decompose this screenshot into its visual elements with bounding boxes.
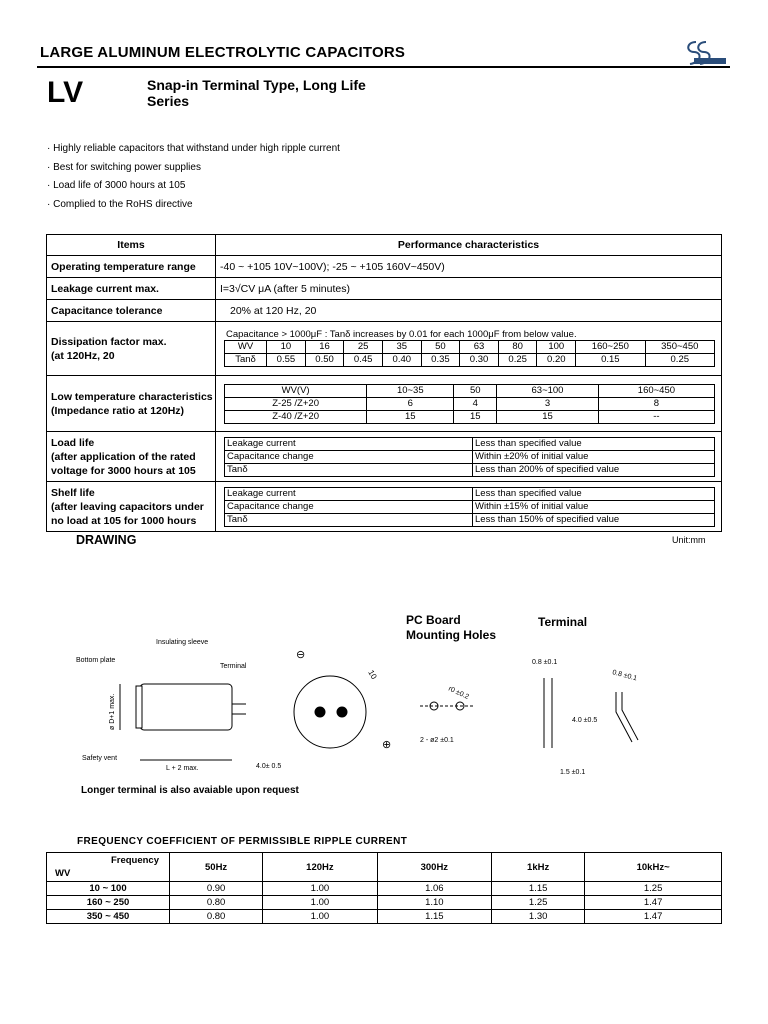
item-cell: Tanδ [225,513,473,526]
hole-radius-label: r0 ±0.2 [447,685,470,702]
criteria-cell: Within ±20% of initial value [473,450,715,463]
table-row [225,500,715,513]
operating-temp-value: -40 ~ +105 10V~100V); -25 ~ +105 160V~450V) [216,256,722,278]
coef-cell: 1.15 [492,882,585,896]
table-cell: Z-40 /Z+20 [225,410,367,423]
capacitor-brand-logo-icon [676,40,732,66]
page-title: LARGE ALUMINUM ELECTROLYTIC CAPACITORS [40,44,406,61]
tan-cell: 0.40 [382,353,421,366]
freq-table [46,852,722,924]
corner-frequency: Frequency [110,855,159,866]
item-cell: Leakage current [225,487,473,500]
leakage-label: Leakage current max. [47,278,216,300]
terminal-width-label: 0.8 ±0.1 [532,659,558,666]
header-cell: 10~35 [367,384,454,397]
dissipation-cell [216,322,722,376]
freq-header: 10kHz~ [585,853,722,882]
capacitor-side-view [120,684,246,760]
wv-cell: 80 [498,340,537,353]
coef-cell: 1.00 [263,896,377,910]
lead-length-label: 4.0± 0.5 [256,763,282,770]
wv-cell: 350~450 [645,340,714,353]
wv-cell: 100 [537,340,576,353]
capacitor-top-view [294,676,366,748]
tan-cell: 0.20 [537,353,576,366]
wv-cell: 16 [305,340,344,353]
table-row [225,353,715,366]
freq-header: 300Hz [377,853,491,882]
header-cell: 50 [454,384,497,397]
series-name: Snap-in Terminal Type, Long Life Series [147,77,366,109]
low-temp-label-line1: Low temperature characteristics [51,390,213,403]
operating-temp-label: Operating temperature range [47,256,216,278]
low-temp-label [47,376,216,432]
hole-diameter-label: 2 - ø2 ±0.1 [420,737,454,744]
drawing-title: DRAWING [76,533,137,547]
low-temp-cell [216,376,722,432]
freq-header: 50Hz [170,853,263,882]
wv-cell: 350 ~ 450 [47,910,170,924]
bent-terminal [616,692,638,742]
coef-cell: 1.30 [492,910,585,924]
series-code: LV [47,76,84,109]
table-row [47,910,722,924]
tan-cell: 0.45 [344,353,383,366]
leakage-value: I=3√CV μA (after 5 minutes) [216,278,722,300]
tan-cell: 0.25 [498,353,537,366]
length-label: L + 2 max. [166,765,199,772]
terminal-tip-label: 1.5 ±0.1 [560,769,586,776]
item-cell: Tanδ [225,463,473,476]
shelf-life-label-line1: Shelf life [51,486,95,499]
low-temp-label-line2: (Impedance ratio at 120Hz) [51,404,185,417]
table-row [225,450,715,463]
terminal-label: Terminal [220,663,247,670]
dissipation-label [47,322,216,376]
load-life-label-line3: voltage for 3000 hours at 105 [51,464,196,477]
table-row [47,853,722,882]
coef-cell: 1.47 [585,910,722,924]
cap-tol-label: Capacitance tolerance [47,300,216,322]
wv-cell: 10 [267,340,306,353]
straight-terminal [544,678,552,748]
table-row [225,487,715,500]
table-row [225,437,715,450]
terminal-hole [337,707,347,717]
low-temp-table [224,384,715,424]
freq-header: 120Hz [263,853,377,882]
wv-cell: 25 [344,340,383,353]
freq-table-title: FREQUENCY COEFFICIENT OF PERMISSIBLE RIPPLE CURRENT [77,836,408,847]
safety-vent-label: Safety vent [82,755,118,762]
coef-cell: 1.25 [585,882,722,896]
dimension-drawing [60,600,720,780]
diameter-label: ø D+1 max. [109,693,116,730]
coef-cell: 1.10 [377,896,491,910]
coef-cell: 1.47 [585,896,722,910]
spacing-label: 10 [366,668,379,681]
table-row [225,463,715,476]
shelf-life-table [224,487,715,527]
tan-cell: 0.25 [645,353,714,366]
criteria-cell: Less than 200% of specified value [473,463,715,476]
terminal-hole [315,707,325,717]
table-row [47,882,722,896]
table-row [225,384,715,397]
terminal-detail-view [544,678,638,748]
spec-header-perf: Performance characteristics [216,235,722,256]
load-life-cell [216,432,722,482]
corner-wv: WV [55,868,71,879]
load-life-table [224,437,715,477]
coef-cell: 1.00 [263,882,377,896]
table-row [47,896,722,910]
feature-item: · Best for switching power supplies [47,159,340,178]
terminal-title: Terminal [538,615,588,629]
table-cell: 15 [454,410,497,423]
wv-cell: 160 ~ 250 [47,896,170,910]
dissipation-label-line1: Dissipation factor max. [51,335,167,348]
wv-cell: 50 [421,340,460,353]
header-cell: 160~450 [598,384,714,397]
table-cell: 15 [367,410,454,423]
spec-header-items: Items [47,235,216,256]
minus-terminal-icon: ⊖ [296,649,306,661]
tan-cell: 0.35 [421,353,460,366]
table-cell: 3 [497,397,599,410]
tan-cell: 0.55 [267,353,306,366]
coef-cell: 0.80 [170,896,263,910]
feature-list [47,140,340,214]
wv-cell: 10 ~ 100 [47,882,170,896]
header-cell: WV(V) [225,384,367,397]
tan-label: Tanδ [225,353,267,366]
coef-cell: 1.06 [377,882,491,896]
dissipation-label-line2: (at 120Hz, 20 [51,349,115,362]
table-cell: Z-25 /Z+20 [225,397,367,410]
item-cell: Capacitance change [225,500,473,513]
criteria-cell: Less than specified value [473,437,715,450]
drawing-note: Longer terminal is also avaiable upon request [81,785,299,796]
shelf-life-label-line2: (after leaving capacitors under [51,500,204,513]
tan-cell: 0.30 [460,353,499,366]
shelf-life-label-line3: no load at 105 for 1000 hours [51,514,197,527]
unit-label: Unit:mm [672,535,706,545]
terminal-length-label: 4.0 ±0.5 [572,717,598,724]
corner-cell [47,853,170,882]
wv-label: WV [225,340,267,353]
coef-cell: 0.90 [170,882,263,896]
shelf-life-cell [216,482,722,532]
load-life-label [47,432,216,482]
tan-cell: 0.15 [576,353,645,366]
bottom-plate [136,686,142,728]
pc-board-label: PC Board [406,613,461,627]
wv-cell: 160~250 [576,340,645,353]
criteria-cell: Less than specified value [473,487,715,500]
load-life-label-line1: Load life [51,436,95,449]
shelf-life-label [47,482,216,532]
tan-cell: 0.50 [305,353,344,366]
capacitor-body [140,684,232,730]
table-row [225,397,715,410]
load-life-label-line2: (after application of the rated [51,450,196,463]
terminal-thickness-label: 0.8 ±0.1 [611,669,638,683]
wv-cell: 35 [382,340,421,353]
capacitor-outline [294,676,366,748]
table-cell: 6 [367,397,454,410]
cap-tol-value: 20% at 120 Hz, 20 [216,300,722,322]
freq-header: 1kHz [492,853,585,882]
bottom-plate-label: Bottom plate [76,657,116,664]
spec-table [46,234,722,532]
header-divider [37,66,730,68]
table-cell: 15 [497,410,599,423]
feature-item: · Load life of 3000 hours at 105 [47,177,340,196]
item-cell: Leakage current [225,437,473,450]
plus-terminal-icon: ⊕ [382,739,392,751]
coef-cell: 1.15 [377,910,491,924]
criteria-cell: Within ±15% of initial value [473,500,715,513]
item-cell: Capacitance change [225,450,473,463]
header-cell: 63~100 [497,384,599,397]
criteria-cell: Less than 150% of specified value [473,513,715,526]
dissipation-note: Capacitance > 1000μF : Tanδ increases by 0.01 for each 1000μF from below value. [226,328,577,340]
coef-cell: 1.00 [263,910,377,924]
feature-item: · Complied to the RoHS directive [47,196,340,215]
coef-cell: 0.80 [170,910,263,924]
mounting-holes-label: Mounting Holes [406,628,496,642]
table-cell: -- [598,410,714,423]
table-row [225,340,715,353]
insulating-sleeve-label: Insulating sleeve [156,639,209,646]
wv-cell: 63 [460,340,499,353]
dissipation-table [224,340,715,367]
table-cell: 4 [454,397,497,410]
feature-item: · Highly reliable capacitors that withstand under high ripple current [47,140,340,159]
coef-cell: 1.25 [492,896,585,910]
mounting-holes-view [420,702,474,710]
table-cell: 8 [598,397,714,410]
table-row [225,513,715,526]
table-row [225,410,715,423]
